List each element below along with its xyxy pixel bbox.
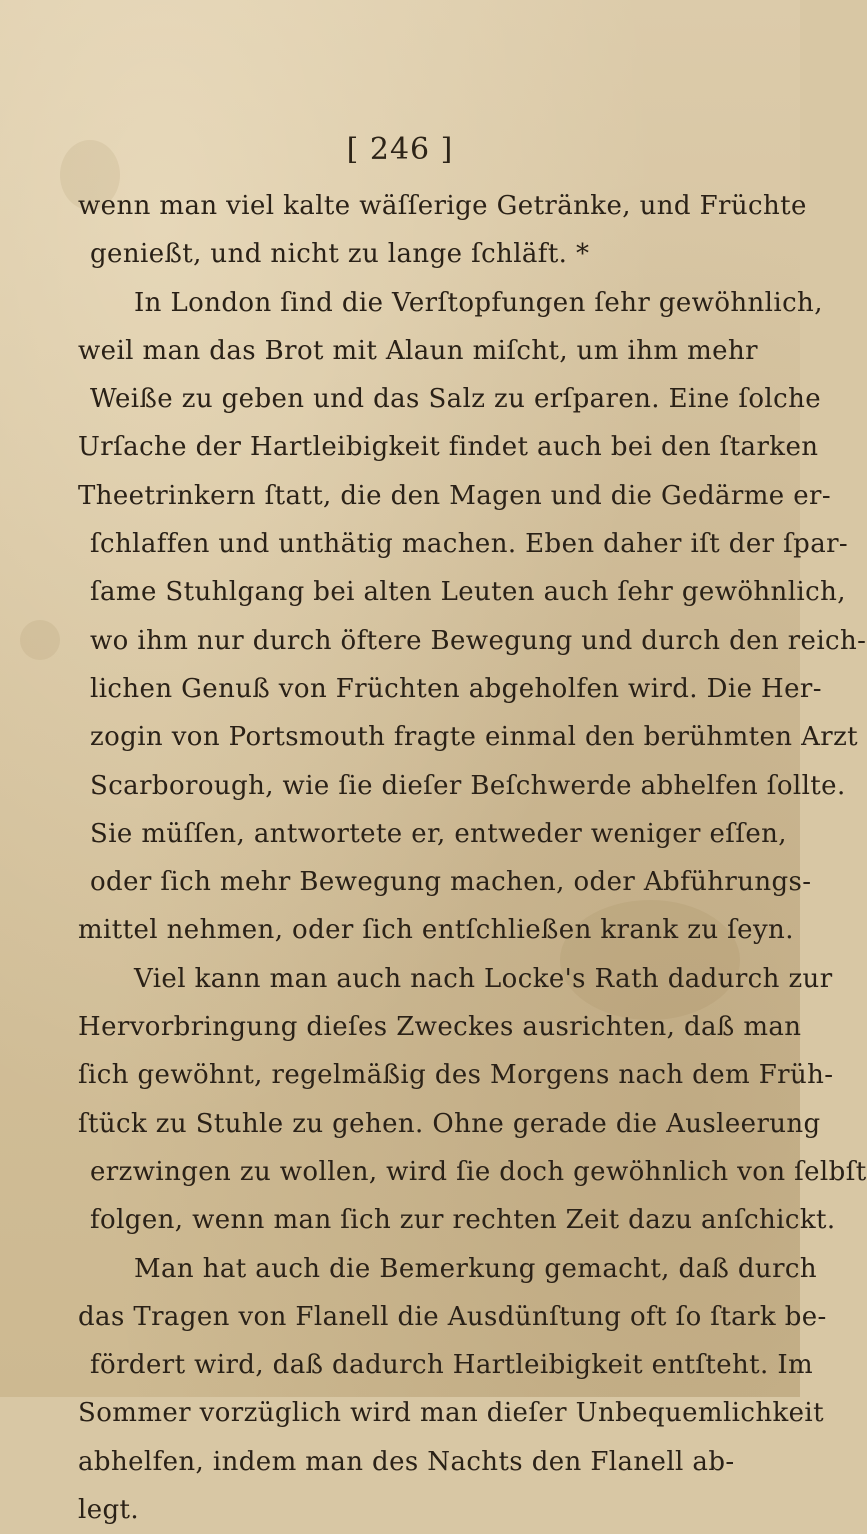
body-text [78, 182, 867, 1534]
text-line: Sommer vorzüglich wird man dieſer Unbequemlichkeit [78, 1398, 824, 1429]
text-line: ſchlaffen und unthätig machen. Eben daher iſt der ſpar- [90, 529, 849, 560]
page-number: [ 246 ] [346, 132, 454, 167]
text-line: zogin von Portsmouth fragte einmal den berühmten Arzt [90, 722, 859, 753]
text-line: genießt, und nicht zu lange ſchläft. * [90, 239, 590, 270]
text-line: Weiße zu geben und das Salz zu erſparen. Eine ſolche [90, 384, 822, 415]
text-line: lichen Genuß von Früchten abgeholfen wird. Die Her- [90, 673, 822, 704]
text-line: wenn man viel kalte wäſſerige Getränke, und Früchte [78, 191, 807, 221]
text-line: ſtück zu Stuhle zu gehen. Ohne gerade die Ausleerung [78, 1108, 821, 1139]
text-line: fördert wird, daß dadurch Hartleibigkeit entſteht. Im [90, 1350, 814, 1381]
text-line: erzwingen zu wollen, wird ſie doch gewöhnlich von ſelbſt [90, 1156, 867, 1187]
text-line: wo ihm nur durch öftere Bewegung und durch den reich- [90, 625, 867, 656]
text-line: ſame Stuhlgang bei alten Leuten auch ſehr gewöhnlich, [90, 577, 846, 608]
text-line: abhelfen, indem man des Nachts den Flanell ab- [78, 1446, 735, 1477]
text-line: Hervorbringung dieſes Zweckes ausrichten, daß man [78, 1012, 802, 1043]
text-line: folgen, wenn man ſich zur rechten Zeit dazu anſchickt. [90, 1205, 836, 1236]
text-line: oder ſich mehr Bewegung machen, oder Abführungs- [90, 867, 812, 898]
text-line: Viel kann man auch nach Locke's Rath dadurch zur [134, 963, 833, 994]
paper-stain [20, 620, 60, 660]
text-line: das Tragen von Flanell die Ausdünſtung oft ſo ſtark be- [78, 1301, 827, 1332]
text-line: Theetrinkern ſtatt, die den Magen und die Gedärme er- [78, 480, 832, 511]
text-line: weil man das Brot mit Alaun miſcht, um ihm mehr [78, 335, 758, 366]
text-line: Sie müſſen, antwortete er, entweder weniger eſſen, [90, 818, 787, 849]
text-line: Man hat auch die Bemerkung gemacht, daß durch [134, 1253, 818, 1284]
text-line: mittel nehmen, oder ſich entſchließen krank zu ſeyn. [78, 915, 794, 946]
text-line: In London ſind die Verſtopfungen ſehr gewöhnlich, [134, 287, 823, 318]
text-line: ſich gewöhnt, regelmäßig des Morgens nach dem Früh- [78, 1060, 834, 1091]
text-line: Urſache der Hartleibigkeit findet auch bei den ſtarken [78, 432, 819, 463]
text-line: Scarborough, wie ſie dieſer Beſchwerde abhelfen ſollte. [90, 770, 846, 801]
text-line: legt. [78, 1495, 140, 1526]
